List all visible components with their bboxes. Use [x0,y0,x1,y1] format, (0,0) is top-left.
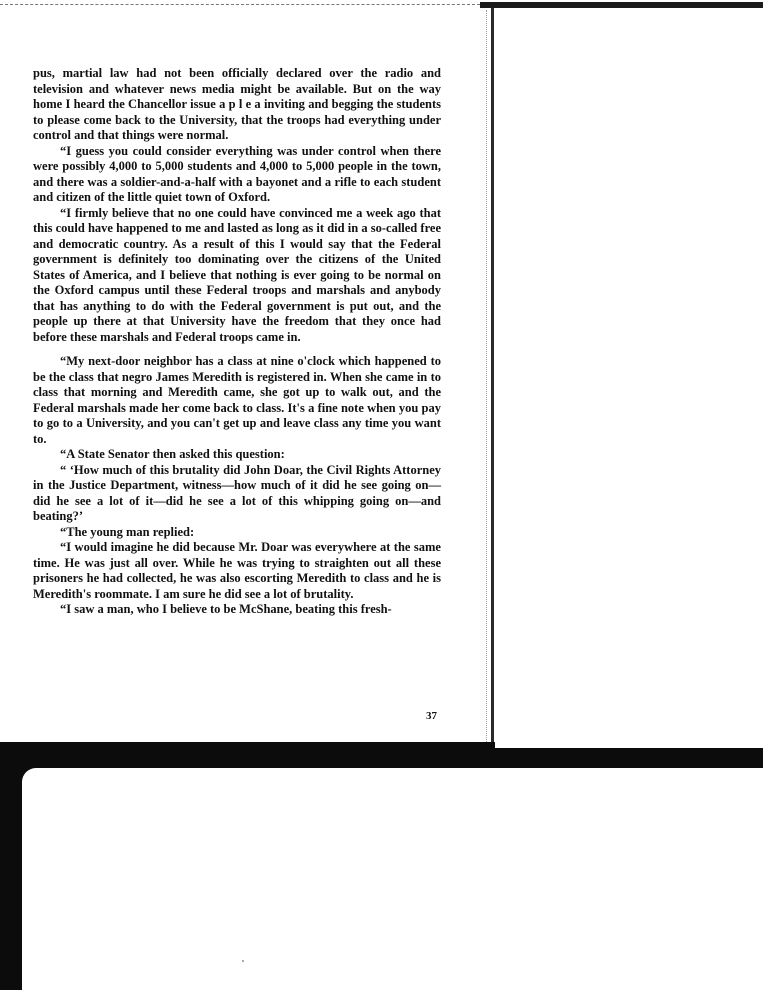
scan-speck [242,960,244,962]
paragraph-1: pus, martial law had not been officially declared over the radio and television and whatever news media might be available. But on the way home I heard the Chancellor issue a p l e a inviting and begging the students to please come back to the University, that the troops had everything under control and that things were normal. [33,66,441,142]
paragraph-4: “My next-door neighbor has a class at nine o'clock which happened to be the class that negro James Meredith is registered in. When she came in to class that morning and Meredith came, she got up to walk out, and the Federal marshals made her come back to class. It's a fine note when you pay to go to a University, and you can't get up and leave class any time you want to. [33,354,441,446]
page-edge-dots [486,10,487,750]
paragraph-5: “A State Senator then asked this question: [60,447,285,461]
page-number: 37 [426,710,437,722]
page-text [33,66,441,618]
paragraph-2: “I guess you could consider everything was under control when there were possibly 4,000 to 5,000 students and 4,000 to 5,000 people in the town, and there was a soldier-and-a-half with a bayonet and a rifle to each student and citizen of the little quiet town of Oxford. [33,143,441,204]
next-page-corner [22,768,763,990]
paragraph-3: “I firmly believe that no one could have convinced me a week ago that this could have happened to me and lasted as long as it did in a so-called free and democratic country. As a result of this I would say that the Federal government is definitely too dominating over the citizens of the United States of America, and I believe that nothing is ever going to be normal on the Oxford campus until these Federal troops and marshals and anybody that has anything to do with the Federal government is put out, and the people up there at that University have the freedom that they once had before these marshals and Federal troops came in. [33,205,441,344]
paragraph-8: “I would imagine he did because Mr. Doar was everywhere at the same time. He was just all over. While he was trying to straighten out all these prisoners he had collected, he was also escorting Meredith to class and he is Meredith's roommate. I am sure he did see a lot of brutality. [33,540,441,601]
paragraph-7: “The young man replied: [60,524,195,539]
page-edge-right [491,8,494,758]
paragraph-6: “ ‘How much of this brutality did John Doar, the Civil Rights Attorney in the Justice Department, witness—how much of it did he see going on—did he see a lot of it—did he see a lot of this whipping going on—and beating?’ [33,462,441,523]
paragraph-9: “I saw a man, who I believe to be McShane, beating this fresh- [60,602,392,616]
scan-edge-band [480,2,763,8]
scan-edge-top [0,4,480,5]
